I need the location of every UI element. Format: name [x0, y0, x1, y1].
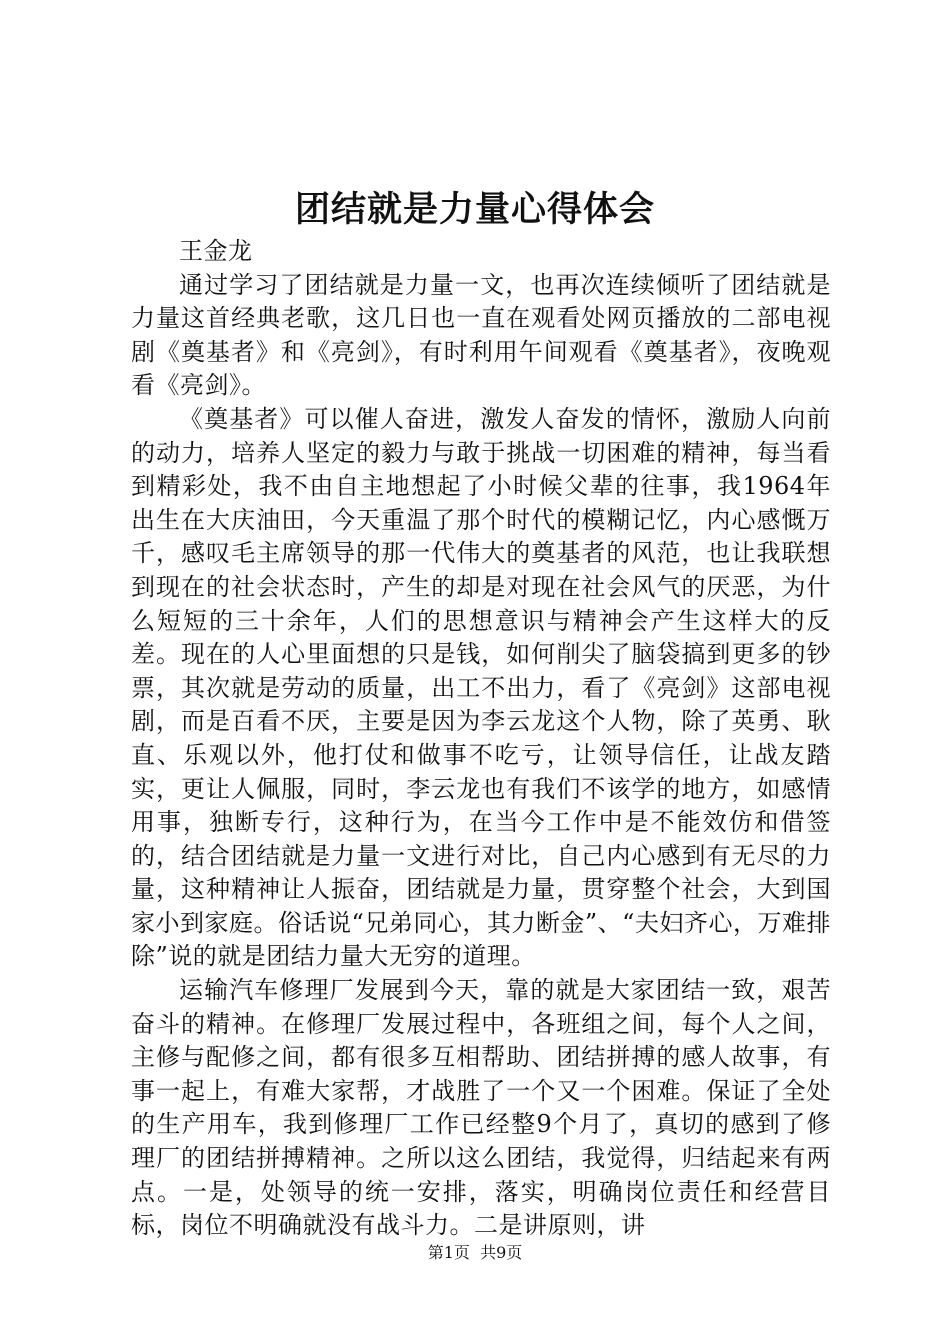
- footer-separator: [470, 1243, 480, 1262]
- author-line: 王金龙: [179, 237, 253, 265]
- paragraph-1: 通过学习了团结就是力量一文，也再次连续倾听了团结就是力量这首经典老歌，这几日也一直在观看处网页播放的二部电视剧《奠基者》和《亮剑》，有时利用午间观看《奠基者》，夜晚观看《亮剑》。: [131, 270, 831, 400]
- page-total: 共9页: [480, 1243, 523, 1262]
- paragraph-3: 运输汽车修理厂发展到今天，靠的就是大家团结一致，艰苦奋斗的精神。在修理厂发展过程中，各班组之间，每个人之间，主修与配修之间，都有很多互相帮助、团结拼搏的感人故事，有事一起上，有难大家帮，才战胜了一个又一个困难。保证了全处的生产用车，我到修理厂工作已经整9个月了，真切的感到了修理厂的团结拼搏精神。之所以这么团结，我觉得，归结起来有两点。一是，处领导的统一安排，落实，明确岗位责任和经营目标，岗位不明确就没有战斗力。二是讲原则，讲: [131, 976, 831, 1240]
- document-title: 团结就是力量心得体会: [294, 190, 655, 230]
- paragraph-2: 《奠基者》可以催人奋进，激发人奋发的情怀，激励人向前的动力，培养人坚定的毅力与敢于挑战一切困难的精神，每当看到精彩处，我不由自主地想起了小时候父辈的往事，我1964年出生在大庆油田，今天重温了那个时代的模糊记忆，内心感慨万千，感叹毛主席领导的那一代伟大的奠基者的风范，也让我联想到现在的社会状态时，产生的却是对现在社会风气的厌恶，为什么短短的三十余年，人们的思想意识与精神会产生这样大的反差。现在的人心里面想的只是钱，如何削尖了脑袋搞到更多的钞票，其次就是劳动的质量，出工不出力，看了《亮剑》这部电视剧，而是百看不厌，主要是因为李云龙这个人物，除了英勇、耿直、乐观以外，他打仗和做事不吃亏，让领导信任，让战友踏实，更让人佩服，同时，李云龙也有我们不该学的地方，如感情用事，独断专行，这种行为，在当今工作中是不能效仿和借签的，结合团结就是力量一文进行对比，自己内心感到有无尽的力量，这种精神让人振奋，团结就是力量，贯穿整个社会，大到国家小到家庭。俗话说“兄弟同心，其力断金”、“夫妇齐心，万难排除”说的就是团结力量大无穷的道理。: [131, 404, 831, 971]
- document-body: [131, 235, 831, 1243]
- page-footer: [0, 1242, 950, 1264]
- page-number: 第1页: [427, 1243, 470, 1262]
